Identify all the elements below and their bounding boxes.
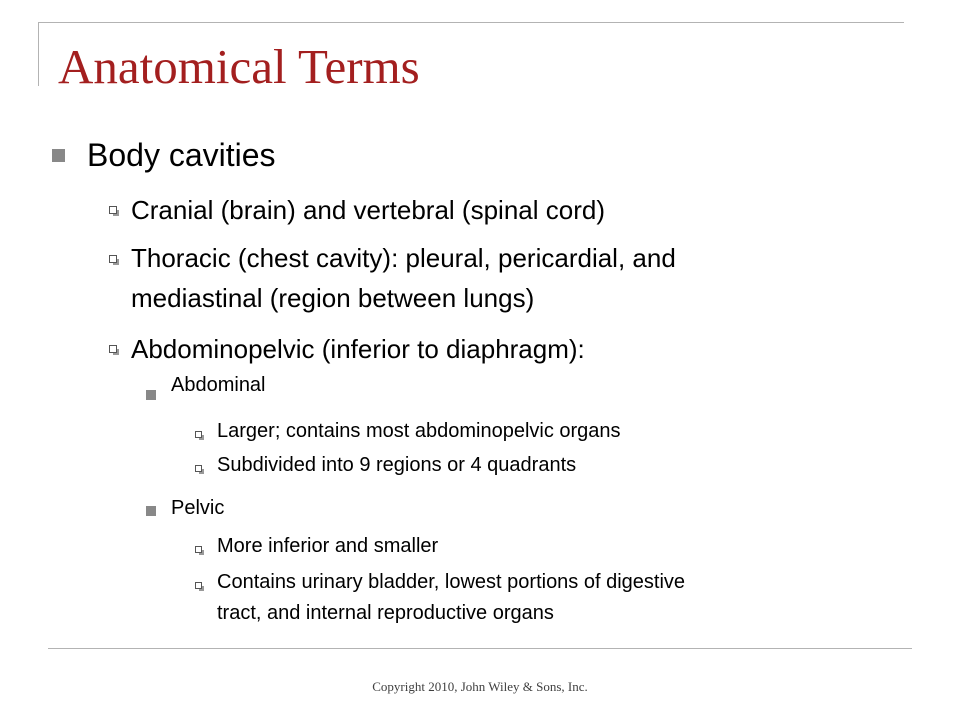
bullet-thoracic: Thoracic (chest cavity): pleural, pericardial, and	[131, 243, 676, 273]
bullet-pelvic-contains-continued: tract, and internal reproductive organs	[217, 602, 554, 624]
bullet-abdominopelvic: Abdominopelvic (inferior to diaphragm):	[131, 334, 585, 364]
bullet-thoracic-continued: mediastinal (region between lungs)	[131, 283, 535, 313]
bullet-abdominal-larger: Larger; contains most abdominopelvic organs	[217, 420, 621, 442]
bullet-abdominal: Abdominal	[171, 374, 266, 396]
hollow-square-bullet-icon	[109, 206, 117, 214]
hollow-square-bullet-icon	[109, 345, 117, 353]
square-bullet-icon	[146, 506, 156, 516]
bullet-cranial: Cranial (brain) and vertebral (spinal cord)	[131, 195, 605, 225]
top-rule-horizontal	[38, 22, 904, 23]
slide-title: Anatomical Terms	[58, 39, 420, 94]
copyright-footer: Copyright 2010, John Wiley & Sons, Inc.	[372, 679, 588, 694]
hollow-square-bullet-icon	[109, 255, 117, 263]
bullet-pelvic-contains: Contains urinary bladder, lowest portions of digestive	[217, 571, 686, 593]
bullet-pelvic-inferior: More inferior and smaller	[217, 535, 439, 557]
bullet-pelvic: Pelvic	[171, 497, 225, 519]
hollow-square-bullet-icon	[195, 431, 202, 438]
top-rule-vertical	[38, 22, 39, 86]
hollow-square-bullet-icon	[195, 465, 202, 472]
bullet-body-cavities: Body cavities	[87, 137, 276, 173]
square-bullet-icon	[52, 149, 65, 162]
hollow-square-bullet-icon	[195, 546, 202, 553]
square-bullet-icon	[146, 390, 156, 400]
hollow-square-bullet-icon	[195, 582, 202, 589]
bottom-rule	[48, 648, 912, 649]
bullet-abdominal-subdivided: Subdivided into 9 regions or 4 quadrants	[217, 454, 577, 476]
